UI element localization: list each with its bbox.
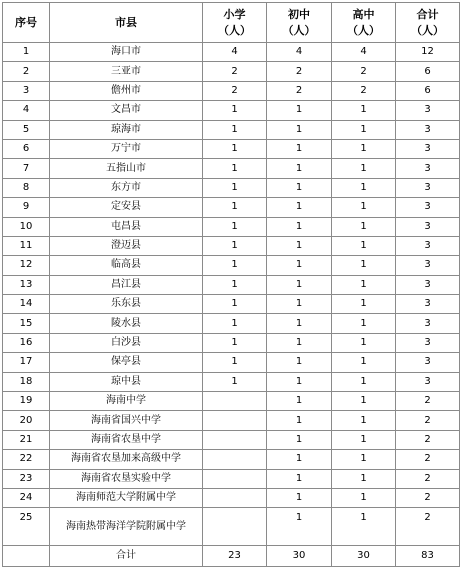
row-high: 1 [332,178,396,197]
row-name: 海南热带海洋学院附属中学 [50,508,203,546]
row-primary [203,508,267,546]
table-row [3,217,460,236]
row-total: 2 [396,469,460,488]
row-primary: 1 [203,198,267,217]
row-no: 4 [3,101,50,120]
row-primary: 1 [203,236,267,255]
row-no: 3 [3,81,50,100]
row-total: 3 [396,333,460,352]
table-row [3,275,460,294]
row-middle: 2 [267,62,332,81]
row-primary: 1 [203,178,267,197]
table-body [3,43,460,546]
table-row [3,488,460,507]
row-high: 1 [332,139,396,158]
row-high: 1 [332,508,396,546]
row-total: 2 [396,508,460,546]
row-middle: 1 [267,295,332,314]
row-primary: 2 [203,81,267,100]
row-primary: 1 [203,159,267,178]
row-name: 海南省农垦中学 [50,430,203,449]
row-primary: 1 [203,217,267,236]
header-primary [203,3,267,43]
table-row [3,198,460,217]
row-total: 12 [396,43,460,62]
row-no: 21 [3,430,50,449]
row-high: 1 [332,372,396,391]
table-row [3,469,460,488]
row-high: 1 [332,236,396,255]
row-middle: 1 [267,139,332,158]
total-primary: 23 [203,546,267,567]
row-no: 11 [3,236,50,255]
table-row [3,256,460,275]
total-row [3,546,460,567]
row-high: 1 [332,120,396,139]
table-row [3,508,460,546]
row-middle: 1 [267,488,332,507]
table-row [3,430,460,449]
row-name: 东方市 [50,178,203,197]
header-high-unit: （人） [347,23,380,37]
header-row [3,3,460,43]
row-name: 定安县 [50,198,203,217]
header-total-unit: （人） [411,23,444,37]
quota-table [2,2,460,567]
row-name: 儋州市 [50,81,203,100]
row-middle: 1 [267,120,332,139]
row-total: 3 [396,372,460,391]
row-total: 3 [396,256,460,275]
row-total: 3 [396,314,460,333]
row-name: 万宁市 [50,139,203,158]
row-name: 海南省农垦实验中学 [50,469,203,488]
row-high: 1 [332,430,396,449]
row-no: 14 [3,295,50,314]
row-primary: 1 [203,139,267,158]
row-no: 9 [3,198,50,217]
row-no: 13 [3,275,50,294]
table-row [3,178,460,197]
row-middle: 1 [267,353,332,372]
row-middle: 1 [267,392,332,411]
row-middle: 1 [267,198,332,217]
row-name: 临高县 [50,256,203,275]
row-middle: 1 [267,256,332,275]
row-high: 1 [332,275,396,294]
row-name: 澄迈县 [50,236,203,255]
row-high: 1 [332,159,396,178]
row-primary [203,392,267,411]
row-no: 20 [3,411,50,430]
row-total: 3 [396,236,460,255]
row-middle: 1 [267,469,332,488]
row-no: 7 [3,159,50,178]
row-name: 昌江县 [50,275,203,294]
row-no: 12 [3,256,50,275]
table-row [3,81,460,100]
row-name: 海南省农垦加来高级中学 [50,450,203,469]
row-no: 1 [3,43,50,62]
row-primary: 1 [203,256,267,275]
row-name: 陵水县 [50,314,203,333]
row-middle: 1 [267,333,332,352]
row-no: 19 [3,392,50,411]
row-total: 3 [396,120,460,139]
header-middle [267,3,332,43]
row-middle: 1 [267,101,332,120]
row-name: 琼中县 [50,372,203,391]
row-no: 18 [3,372,50,391]
row-no: 10 [3,217,50,236]
row-total: 3 [396,295,460,314]
row-middle: 4 [267,43,332,62]
table-row [3,101,460,120]
row-high: 1 [332,333,396,352]
row-high: 1 [332,411,396,430]
row-name: 海南师范大学附属中学 [50,488,203,507]
row-name: 保亭县 [50,353,203,372]
row-no: 6 [3,139,50,158]
row-high: 1 [332,450,396,469]
row-middle: 1 [267,508,332,546]
table-row [3,353,460,372]
row-name: 屯昌县 [50,217,203,236]
row-name: 三亚市 [50,62,203,81]
header-primary-unit: （人） [218,23,251,37]
row-total: 2 [396,411,460,430]
row-total: 3 [396,101,460,120]
row-name: 白沙县 [50,333,203,352]
table-row [3,159,460,178]
header-middle-label: 初中 [288,7,310,21]
table-row [3,62,460,81]
row-primary [203,430,267,449]
row-high: 1 [332,488,396,507]
row-total: 3 [396,217,460,236]
table-row [3,372,460,391]
row-high: 1 [332,198,396,217]
table-row [3,333,460,352]
row-primary [203,488,267,507]
header-primary-label: 小学 [223,7,246,21]
row-total: 3 [396,275,460,294]
table-row [3,295,460,314]
row-middle: 1 [267,372,332,391]
row-high: 2 [332,62,396,81]
row-high: 1 [332,295,396,314]
row-primary: 1 [203,314,267,333]
row-primary [203,411,267,430]
total-total: 83 [396,546,460,567]
row-no: 17 [3,353,50,372]
row-total: 2 [396,392,460,411]
row-no: 2 [3,62,50,81]
header-high [332,3,396,43]
row-total: 2 [396,450,460,469]
table-row [3,43,460,62]
row-name: 海口市 [50,43,203,62]
row-primary: 1 [203,120,267,139]
table-row [3,450,460,469]
row-no: 24 [3,488,50,507]
row-primary: 1 [203,275,267,294]
row-middle: 1 [267,430,332,449]
row-primary [203,469,267,488]
row-high: 1 [332,353,396,372]
row-total: 6 [396,81,460,100]
table-row [3,314,460,333]
row-middle: 1 [267,236,332,255]
row-middle: 1 [267,178,332,197]
row-middle: 1 [267,159,332,178]
row-total: 3 [396,198,460,217]
row-high: 2 [332,81,396,100]
row-total: 2 [396,488,460,507]
row-high: 1 [332,469,396,488]
row-total: 3 [396,178,460,197]
row-total: 3 [396,139,460,158]
header-no: 序号 [3,3,50,43]
row-no: 5 [3,120,50,139]
row-no: 22 [3,450,50,469]
header-total-label: 合计 [416,7,439,21]
row-name: 乐东县 [50,295,203,314]
total-high: 30 [332,546,396,567]
row-no: 25 [3,508,50,546]
header-high-label: 高中 [352,7,375,21]
total-middle: 30 [267,546,332,567]
row-name: 五指山市 [50,159,203,178]
row-primary: 1 [203,333,267,352]
header-middle-unit: （人） [282,23,316,37]
row-middle: 1 [267,275,332,294]
row-primary: 1 [203,101,267,120]
row-middle: 2 [267,81,332,100]
row-middle: 1 [267,411,332,430]
row-name: 海南省国兴中学 [50,411,203,430]
row-total: 6 [396,62,460,81]
header-total [396,3,460,43]
row-primary: 1 [203,295,267,314]
row-primary: 2 [203,62,267,81]
header-county: 市县 [50,3,203,43]
table-row [3,139,460,158]
total-label: 合计 [50,546,203,567]
row-primary: 4 [203,43,267,62]
row-high: 1 [332,256,396,275]
row-no: 8 [3,178,50,197]
row-high: 1 [332,101,396,120]
row-name: 海南中学 [50,392,203,411]
row-high: 1 [332,217,396,236]
row-middle: 1 [267,217,332,236]
row-primary [203,450,267,469]
table-row [3,236,460,255]
row-high: 1 [332,392,396,411]
row-total: 3 [396,353,460,372]
table-row [3,120,460,139]
table-row [3,411,460,430]
row-name: 文昌市 [50,101,203,120]
row-middle: 1 [267,314,332,333]
row-primary: 1 [203,372,267,391]
row-no: 16 [3,333,50,352]
row-middle: 1 [267,450,332,469]
row-primary: 1 [203,353,267,372]
total-no-cell [3,546,50,567]
row-high: 4 [332,43,396,62]
row-no: 23 [3,469,50,488]
row-high: 1 [332,314,396,333]
row-total: 2 [396,430,460,449]
row-total: 3 [396,159,460,178]
row-name: 琼海市 [50,120,203,139]
row-no: 15 [3,314,50,333]
table-row [3,392,460,411]
